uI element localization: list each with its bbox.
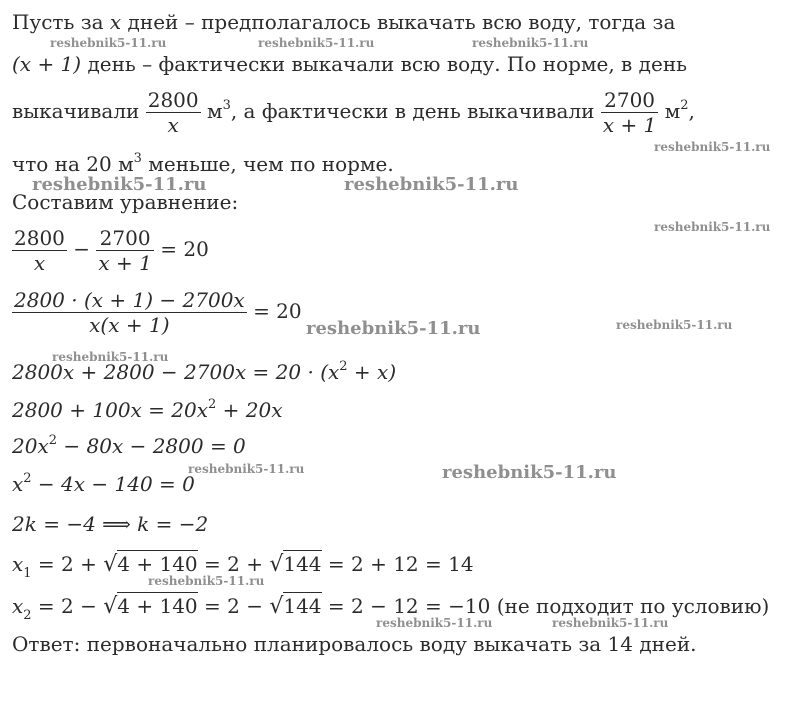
fraction-combined: $\frac{2800 \cdot (x + 1) - 2700x}{x(x + 1)}$ [14, 288, 245, 337]
watermark: reshebnik5-11.ru [654, 220, 771, 234]
watermark: reshebnik5-11.ru [306, 318, 481, 339]
text-line-2: (x + 1) день – фактически выкачали всю воду. По норме, в день [12, 52, 688, 76]
text-line-5: Составим уравнение: [12, 190, 239, 214]
fraction-2800-over-x: $\frac{2800}{x}$ [147, 88, 199, 137]
equation-8: $x_1 = 2 + √4 + 140 = 2 + √144 = 2 + 12 = 14$ [12, 552, 474, 581]
answer-line: Ответ: первоначально планировалось воду выкачать за 14 дней. [12, 632, 697, 656]
watermark: reshebnik5-11.ru [148, 574, 265, 588]
equation-6: $x^2 - 4x - 140 = 0$ [12, 471, 195, 496]
watermark: reshebnik5-11.ru [32, 174, 207, 195]
watermark: reshebnik5-11.ru [616, 318, 733, 332]
text-line-4: что на 20 $м^3$ меньше, чем по норме. [12, 151, 394, 176]
equation-2: $\frac{2800 \cdot (x + 1) - 2700x}{x(x + 1)}$ = 20 [14, 288, 302, 337]
equation-1: $\frac{2800}{x}$ − $\frac{2700}{x + 1}$ = 20 [14, 226, 209, 275]
equation-4: $2800 + 100x = 20x^2 + 20x$ [12, 397, 283, 422]
watermark: reshebnik5-11.ru [654, 140, 771, 154]
sqrt-sign: √ [103, 594, 118, 619]
watermark: reshebnik5-11.ru [344, 174, 519, 195]
equation-3: $2800x + 2800 - 2700x = 20 \cdot (x^2 + x)$ [12, 359, 397, 384]
watermark: reshebnik5-11.ru [52, 350, 169, 364]
equation-7: 2k = −4 ⟹ k = −2 [12, 512, 209, 536]
sqrt-sign: √ [269, 594, 284, 619]
equation-9: $x_2 = 2 - √4 + 140 = 2 - √144 = 2 - 12 = -10$ (не подходит по условию) [12, 594, 770, 623]
text-line-1: Пусть за x дней – предполагалось выкачать всю воду, тогда за [12, 10, 676, 34]
watermark: reshebnik5-11.ru [472, 36, 589, 50]
text-line-3: выкачивали $\frac{2800}{x}$ $м^3$, а фактически в день выкачивали $\frac{2700}{x + 1}$ $м^2$, [12, 88, 695, 137]
fraction-2700-over-x-plus-1: $\frac{2700}{x + 1}$ [98, 226, 152, 275]
fraction-2700-over-x-plus-1: $\frac{2700}{x + 1}$ [602, 88, 657, 137]
equation-5: $20x^2 - 80x - 2800 = 0$ [12, 433, 246, 458]
watermark: reshebnik5-11.ru [376, 616, 493, 630]
watermark: reshebnik5-11.ru [50, 36, 167, 50]
watermark: reshebnik5-11.ru [442, 462, 617, 483]
watermark: reshebnik5-11.ru [552, 616, 669, 630]
fraction-2800-over-x: $\frac{2800}{x}$ [14, 226, 65, 275]
sqrt-sign: √ [269, 552, 284, 577]
watermark: reshebnik5-11.ru [188, 462, 305, 476]
sqrt-sign: √ [103, 552, 118, 577]
watermark: reshebnik5-11.ru [258, 36, 375, 50]
